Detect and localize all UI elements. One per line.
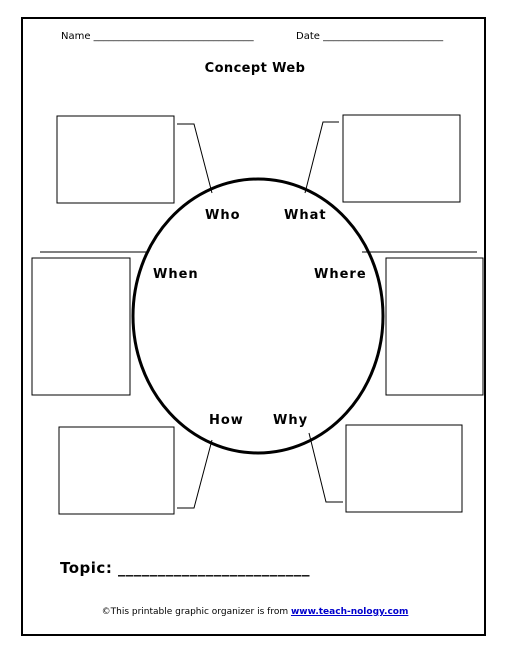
- date-field: Date ________________________: [296, 31, 444, 42]
- box-where: [386, 258, 483, 395]
- footer-text: ©This printable graphic organizer is from: [101, 607, 291, 617]
- footer-link[interactable]: www.teach-nology.com: [290, 607, 409, 617]
- connector-how: [177, 440, 212, 508]
- label-where: Where: [314, 267, 367, 282]
- footer: [0, 607, 510, 617]
- name-field: Name ________________________________: [61, 31, 254, 42]
- connector-why: [309, 433, 343, 502]
- label-who: Who: [205, 208, 241, 223]
- label-when: When: [153, 267, 199, 282]
- label-what: What: [284, 208, 327, 223]
- box-when: [32, 258, 130, 395]
- label-why: Why: [273, 413, 309, 428]
- central-circle: [133, 179, 383, 453]
- page-title: Concept Web: [204, 61, 306, 76]
- box-what: [343, 115, 460, 202]
- box-who: [57, 116, 174, 203]
- label-how: How: [209, 413, 244, 428]
- connector-what: [305, 122, 339, 193]
- box-how: [59, 427, 174, 514]
- topic-field: Topic: ________________________: [60, 559, 311, 577]
- connector-who: [177, 124, 212, 193]
- box-why: [346, 425, 462, 512]
